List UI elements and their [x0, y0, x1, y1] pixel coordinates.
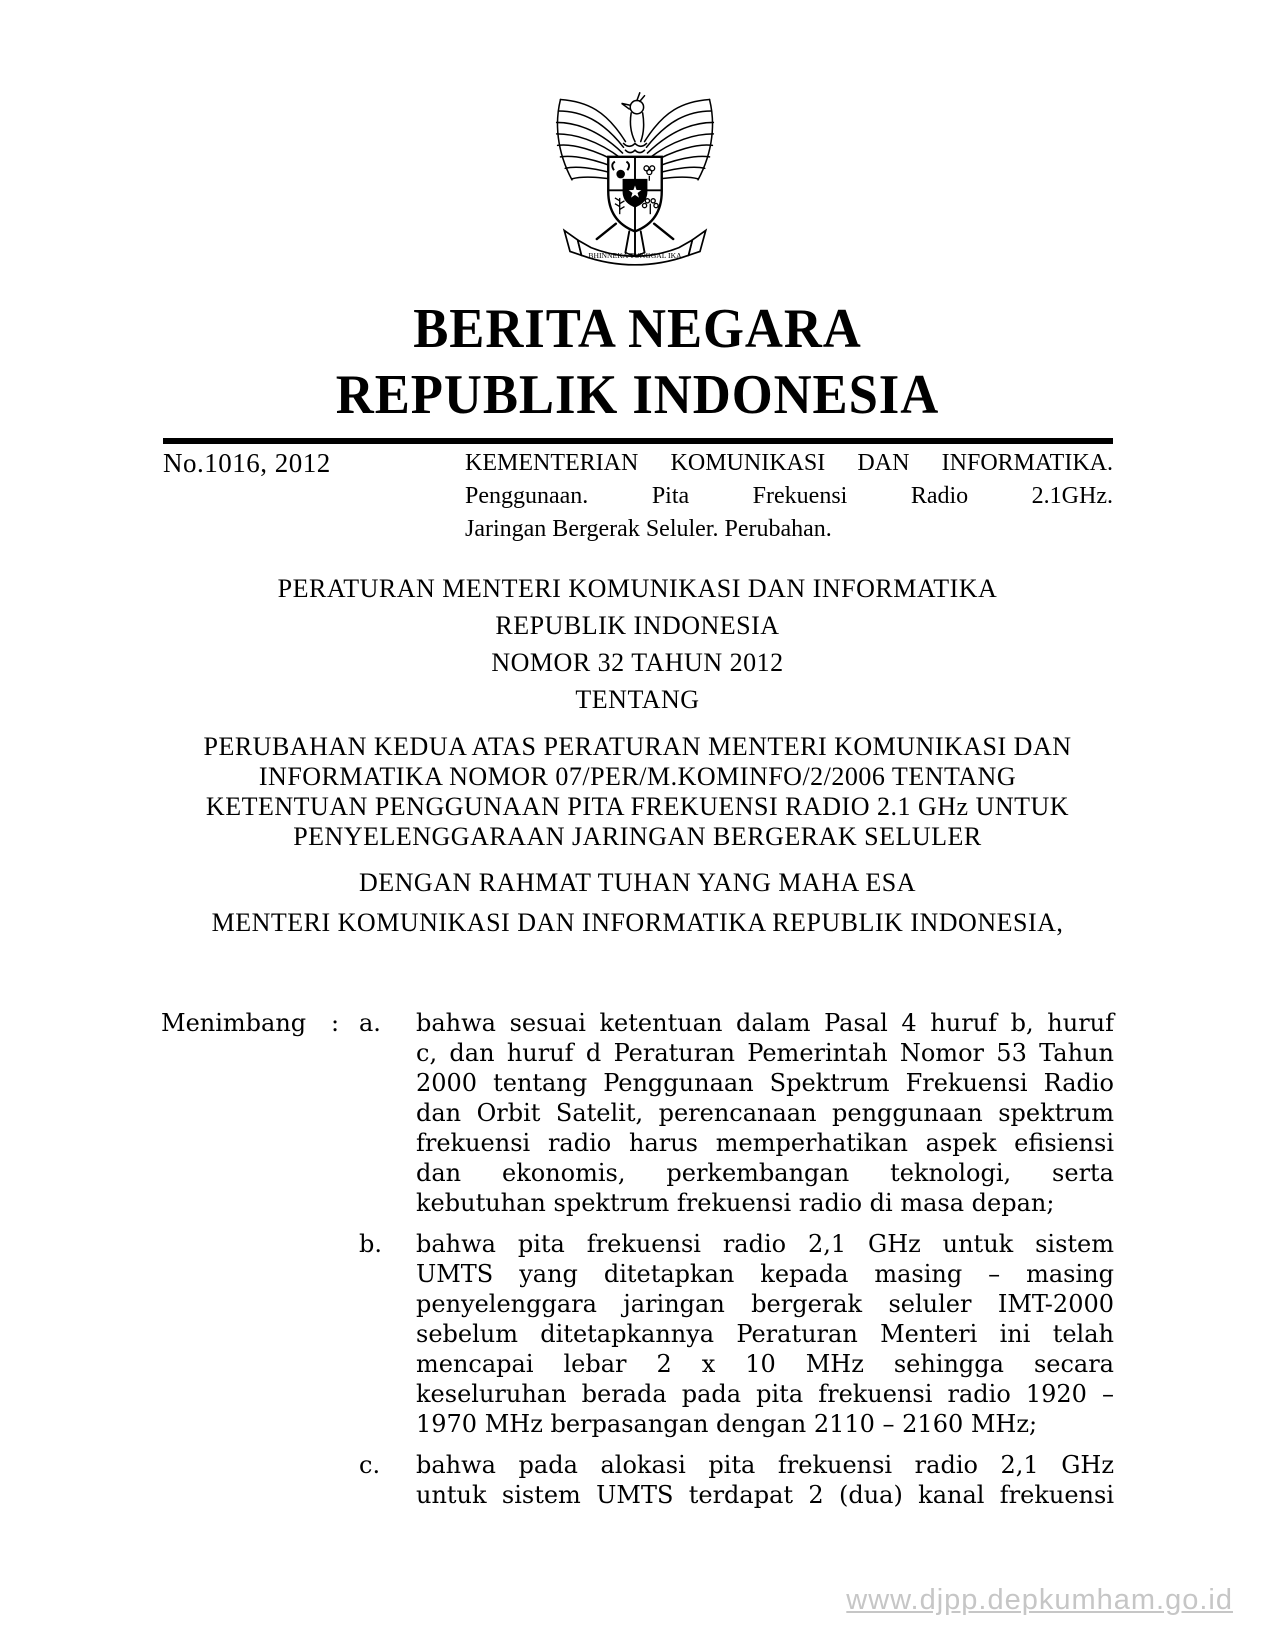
consideration-item-c	[161, 1450, 1114, 1510]
considerations-section	[161, 1008, 1114, 1510]
consideration-item-a	[161, 1008, 1114, 1218]
gazette-header	[163, 447, 1113, 546]
garuda-pancasila-emblem	[549, 82, 721, 268]
considerations-colon: :	[331, 1009, 340, 1037]
issuing-official-line: MENTERI KOMUNIKASI DAN INFORMATIKA REPUBLIK INDONESIA,	[211, 908, 1064, 937]
watermark-url: www.djpp.depkumham.go.id	[846, 1584, 1233, 1616]
masthead	[38, 296, 1237, 428]
gazette-number: No.1016, 2012	[163, 448, 331, 478]
item-text-a: bahwa sesuai ketentuan dalam Pasal 4 huruf b, huruf c, dan huruf d Peraturan Pemerintah Nomor 53 Tahun 2000 tentang Penggunaan Spektrum Frekuensi Radio dan Orbit Satelit, perencanaan penggunaan spektrum frekuensi radio harus memperhatikan aspek efisiensi dan ekonomis, perkembangan teknologi, serta kebutuhan spektrum frekuensi radio di masa depan;	[416, 1009, 1114, 1217]
masthead-title-line2: REPUBLIK INDONESIA	[335, 364, 940, 426]
item-marker-b: b.	[359, 1230, 382, 1258]
gazette-subject: KEMENTERIAN KOMUNIKASI DAN INFORMATIKA. Penggunaan. Pita Frekuensi Radio 2.1GHz. Jaringan Bergerak Seluler. Perubahan.	[465, 450, 1113, 542]
regulation-subject: PERUBAHAN KEDUA ATAS PERATURAN MENTERI KOMUNIKASI DAN INFORMATIKA NOMOR 07/PER/M.KOMINFO/2/2006 TENTANG KETENTUAN PENGGUNAAN PITA FREKUENSI RADIO 2.1 GHz UNTUK PENYELENGGARAAN JARINGAN BERGERAK SELULER	[203, 732, 1072, 851]
invocation-line: DENGAN RAHMAT TUHAN YANG MAHA ESA	[359, 868, 916, 897]
emblem-ribbon-text: BHINNEKA TUNGGAL IKA	[588, 251, 682, 261]
item-text-b: bahwa pita frekuensi radio 2,1 GHz untuk sistem UMTS yang ditetapkan kepada masing – masing penyelenggara jaringan bergerak seluler IMT-2000 sebelum ditetapkannya Peraturan Menteri ini telah mencapai lebar 2 x 10 MHz sehingga secara keseluruhan berada pada pita frekuensi radio 1920 – 1970 MHz berpasangan dengan 2110 – 2160 MHz;	[416, 1230, 1114, 1438]
consideration-item-b	[161, 1229, 1114, 1439]
masthead-title-line1: BERITA NEGARA	[413, 298, 862, 360]
item-marker-c: c.	[359, 1451, 381, 1479]
masthead-rule	[163, 438, 1113, 444]
item-text-c: bahwa pada alokasi pita frekuensi radio 2,1 GHz untuk sistem UMTS terdapat 2 (dua) kanal frekuensi	[416, 1451, 1114, 1509]
regulation-title: PERATURAN MENTERI KOMUNIKASI DAN INFORMATIKA REPUBLIK INDONESIA NOMOR 32 TAHUN 2012 TENTANG	[277, 574, 998, 714]
considerations-label: Menimbang	[161, 1009, 307, 1037]
item-marker-a: a.	[359, 1009, 381, 1037]
